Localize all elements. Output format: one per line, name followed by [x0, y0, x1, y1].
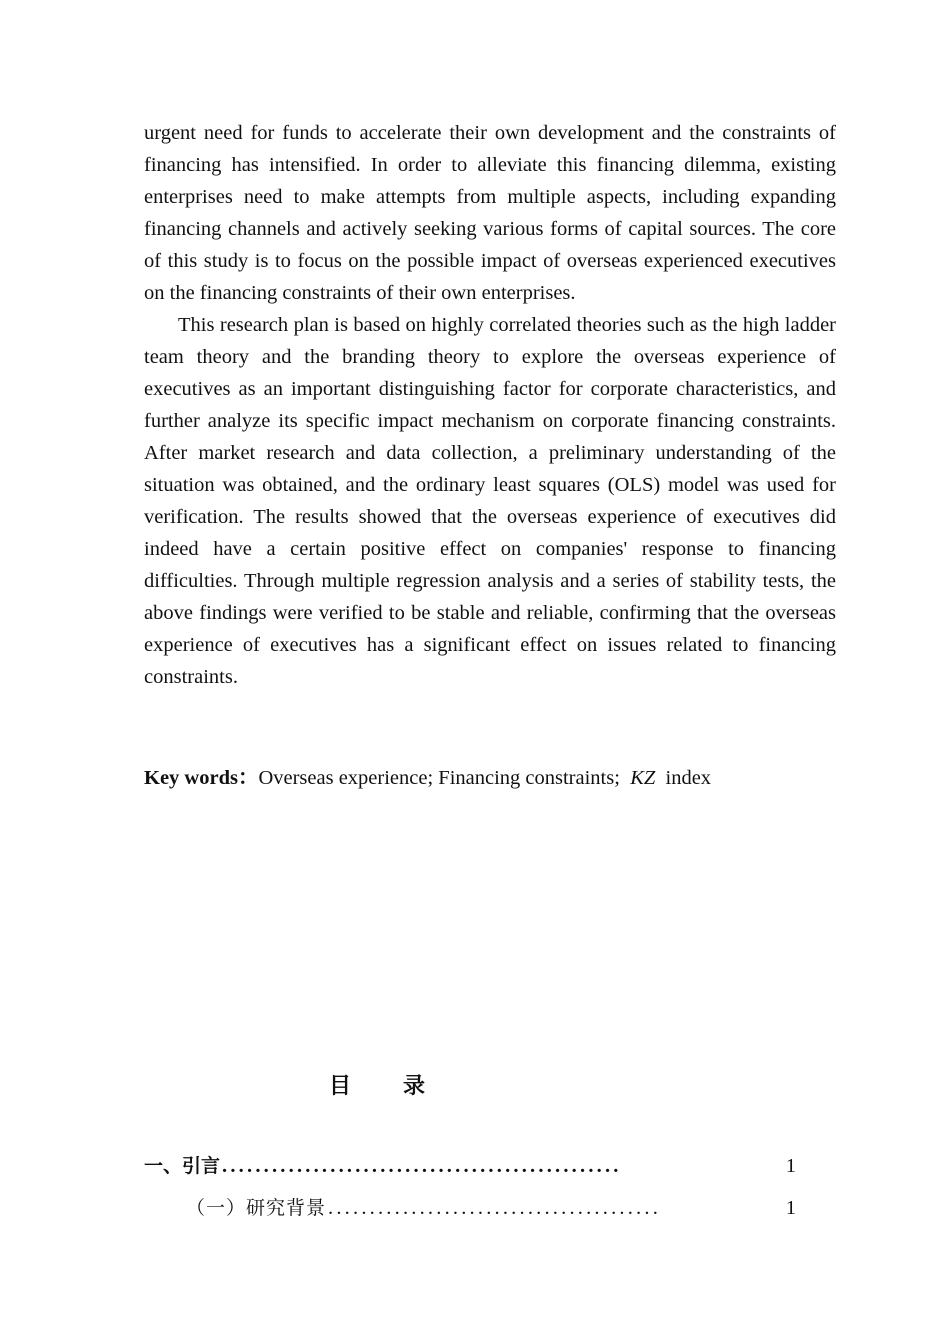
toc-leader-dots: ................................................ [222, 1155, 622, 1177]
toc-entry-label: （一）研究背景 [186, 1197, 327, 1219]
toc-entry-label: 一、引言 [144, 1155, 221, 1177]
keyword-index: index [665, 767, 712, 789]
keywords-label: Key words [144, 767, 238, 789]
keywords-separator: ： [237, 767, 259, 789]
toc-entry-page: 1 [785, 1155, 796, 1177]
toc-title-char-1: 目 [329, 1074, 352, 1099]
toc-entry[interactable] [144, 1150, 796, 1182]
keywords-line [144, 762, 836, 794]
toc-entry[interactable] [186, 1192, 796, 1224]
toc-title-char-2: 录 [403, 1074, 426, 1099]
abstract-body [144, 117, 836, 693]
toc-leader-dots: ........................................ [328, 1197, 662, 1219]
abstract-paragraph-2: This research plan is based on highly correlated theories such as the high ladder team theory and the branding theory to explore the overseas experience of executives as an important distinguishing factor for corporate characteristics, and further analyze its specific impact mechanism on corporate financing constraints. After market research and data collection, a preliminary understanding of the situation was obtained, and the ordinary least squares (OLS) model was used for verification. The results showed that the overseas experience of executives did indeed have a certain positive effect on companies' response to financing difficulties. Through multiple regression analysis and a series of stability tests, the above findings were verified to be stable and reliable, confirming that the overseas experience of executives has a significant effect on issues related to financing constraints. [144, 314, 836, 688]
keywords-items: Overseas experience; Financing constraints; [258, 767, 626, 789]
abstract-paragraph-1: urgent need for funds to accelerate their own development and the constraints of financing has intensified. In order to alleviate this financing dilemma, existing enterprises need to make attempts from multiple aspects, including expanding financing channels and actively seeking various forms of capital sources. The core of this study is to focus on the possible impact of overseas experienced executives on the financing constraints of their own enterprises. [144, 122, 836, 304]
keyword-kz: KZ [630, 767, 656, 789]
toc-title [329, 1070, 425, 1104]
toc-entry-page: 1 [785, 1197, 796, 1219]
